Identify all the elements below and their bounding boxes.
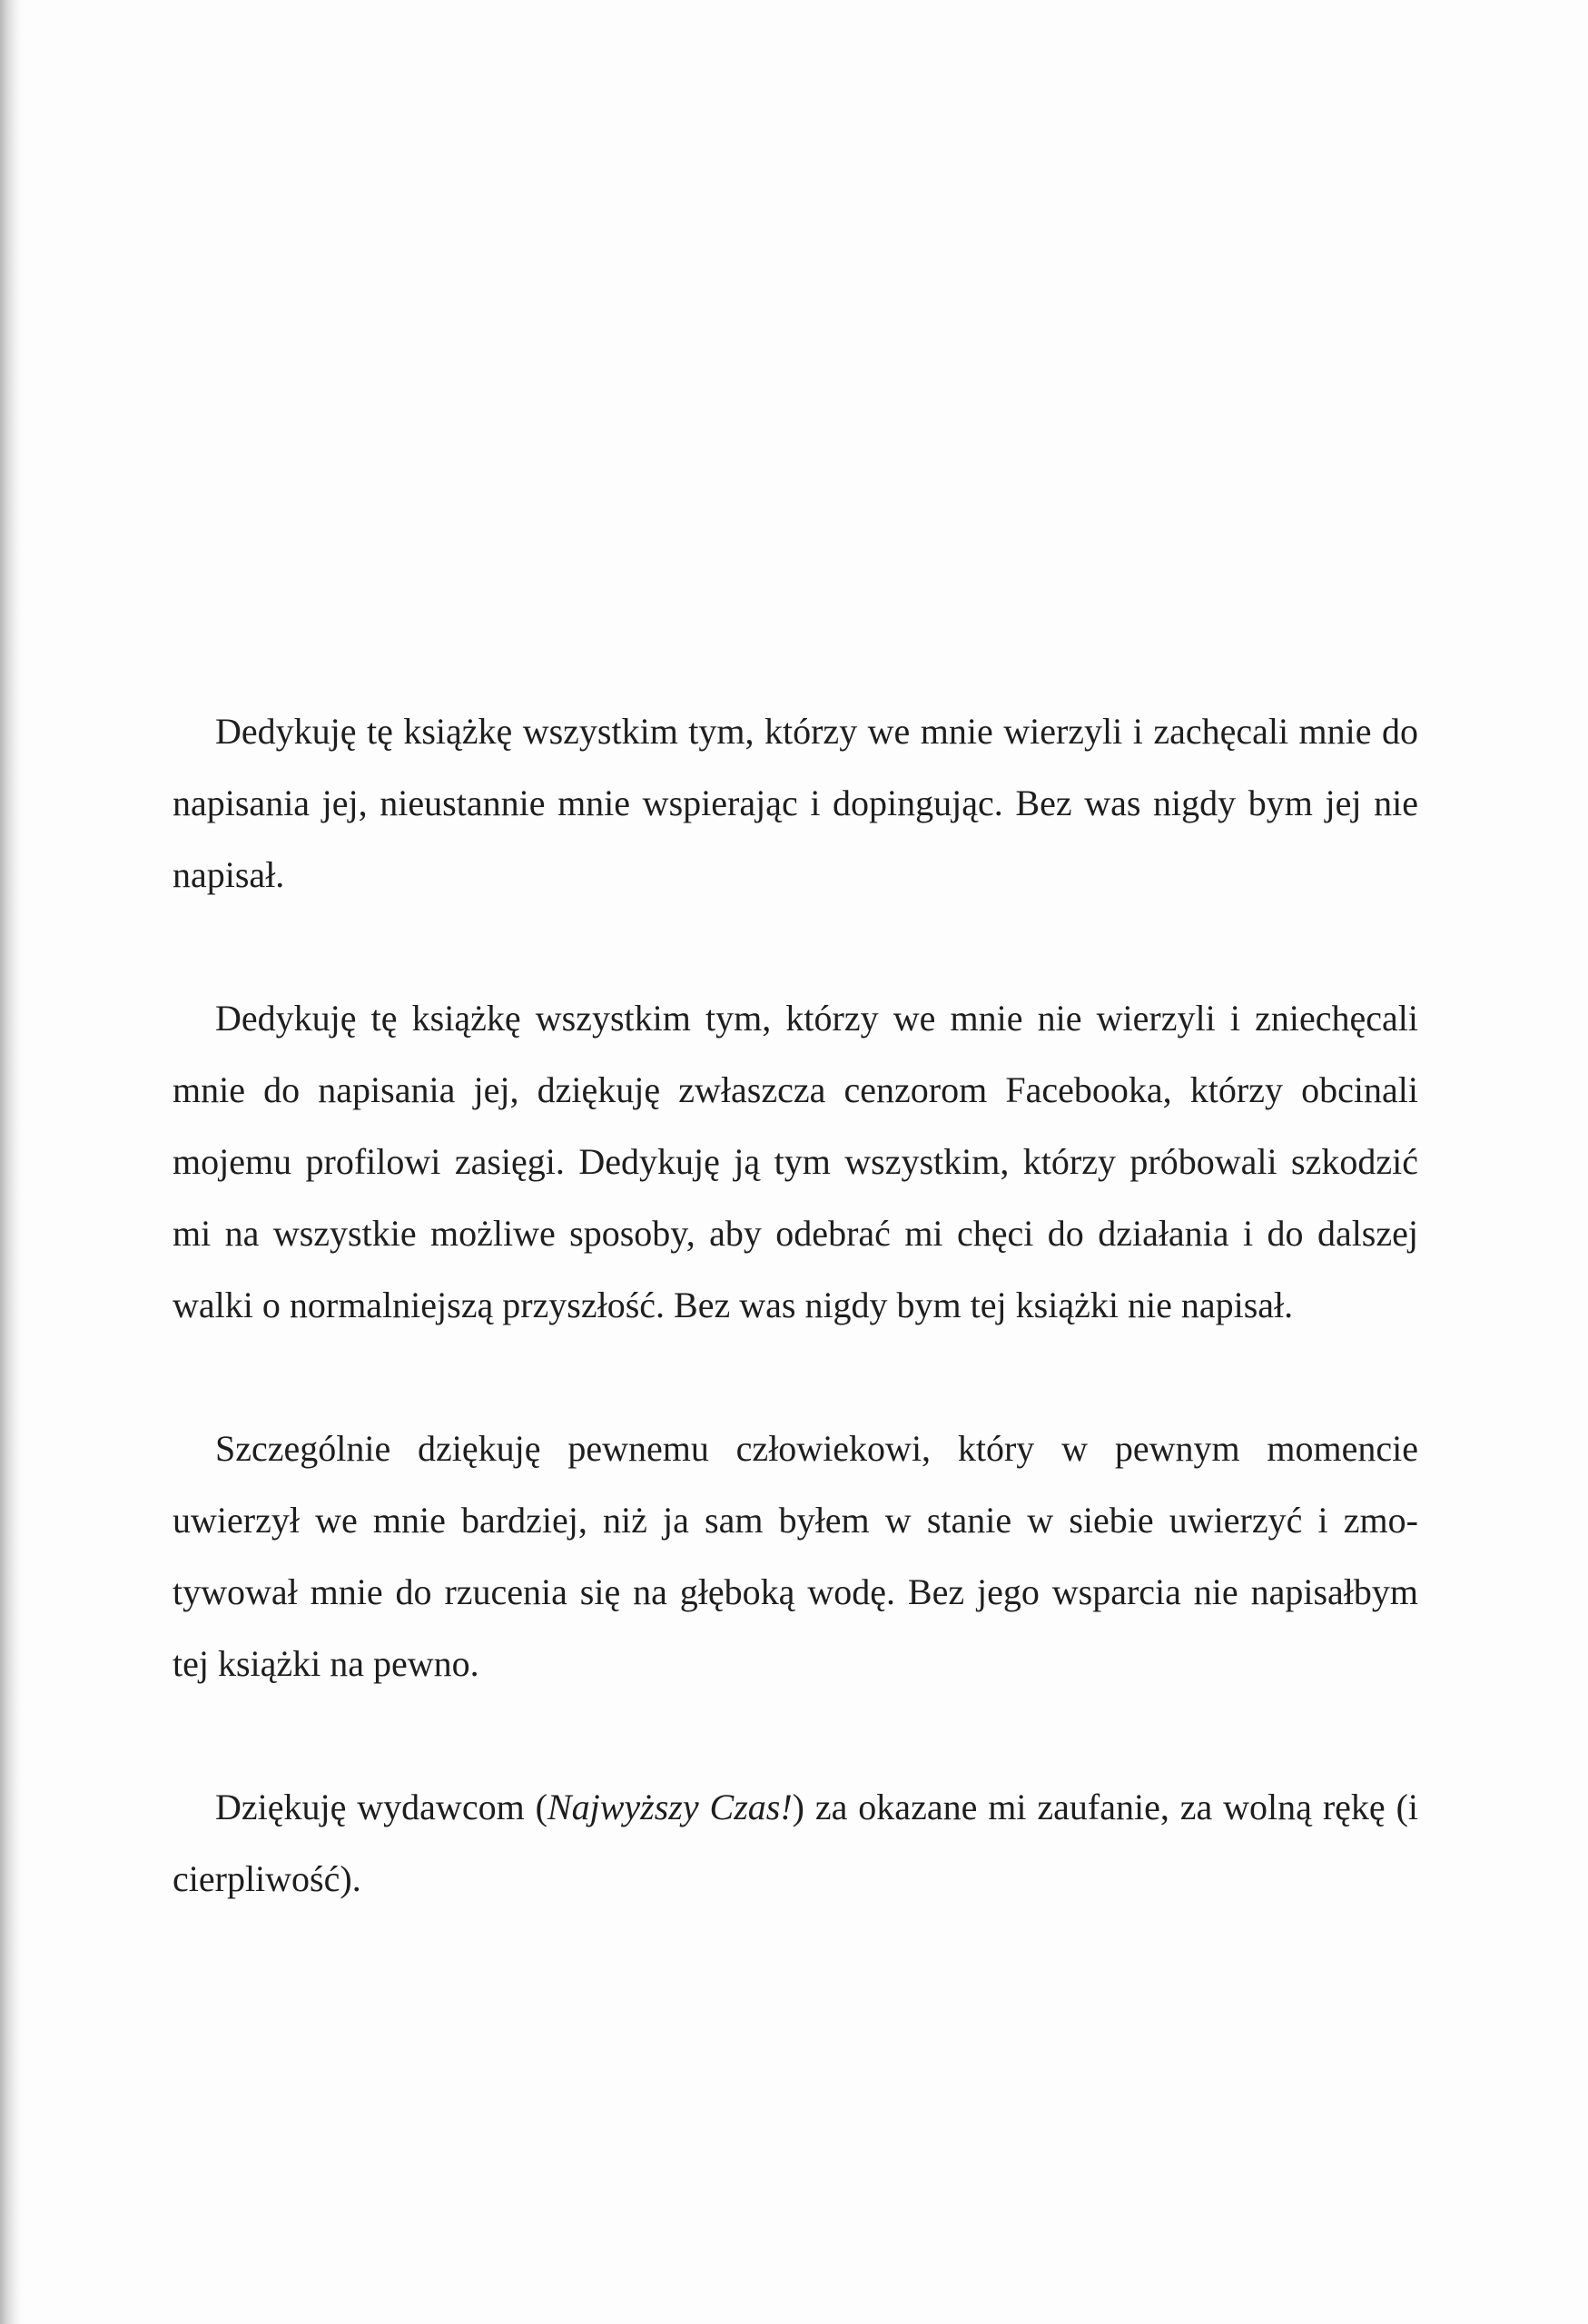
acknowledgement-paragraph-3: Szczególnie dziękuję pewnemu człowiekowi, który w pewnym momencie uwierzył we mnie bardziej, niż ja sam byłem w stanie w siebie uwierzyć i zmotywował mnie do rzucenia się na głęboką wodę. Bez jego wsparcia nie napisałbym tej książki na pewno. xyxy=(173,1428,1418,1684)
publisher-name: Najwyższy Czas! xyxy=(547,1787,793,1827)
paragraph-4-text-end: ) za okazane mi zaufanie, za wolną rękę (i cierpliwość). xyxy=(173,1787,1419,1899)
paragraph-4-text-start: Dziękuję wydawcom ( xyxy=(215,1787,547,1827)
dedication-paragraph-2: Dedykuję tę książkę wszystkim tym, którzy we mnie nie wierzyli i zniechęcali mnie do napisania jej, dziękuję zwłaszcza cenzorom Facebooka, którzy obcinali mojemu profilowi zasięgi. Dedykuję ją tym wszystkim, którzy próbowali szkodzić mi na wszystkie możliwe sposoby, aby odebrać mi chęci do działania i do dalszej walki o normalniejszą przyszłość. Bez was nigdy bym tej książki nie napisał. xyxy=(173,998,1418,1325)
dedication-text xyxy=(173,695,1418,1915)
page-spine-shadow xyxy=(0,0,22,2324)
dedication-paragraph-1: Dedykuję tę książkę wszystkim tym, którzy we mnie wierzyli i zachęcali mnie do napisania jej, nieustannie mnie wspierając i dopingując. Bez was nigdy bym jej nie napisał. xyxy=(173,711,1418,895)
acknowledgement-paragraph-4 xyxy=(173,1771,1418,1915)
